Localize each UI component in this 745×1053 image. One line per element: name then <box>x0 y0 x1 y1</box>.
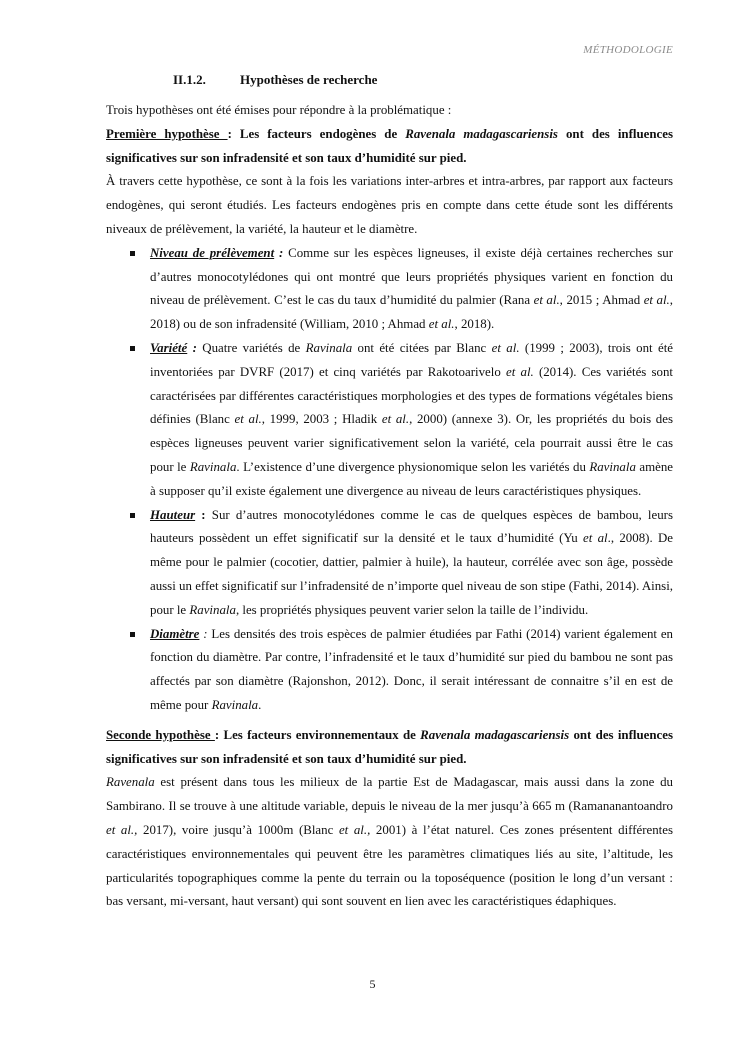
species-name: Ravenala madagascariensis <box>405 126 558 141</box>
section-title: Hypothèses de recherche <box>240 72 378 87</box>
species-name: Ravenala madagascariensis <box>420 727 570 742</box>
body-text <box>106 99 673 914</box>
hypothesis-one-statement: Première hypothèse : Les facteurs endogènes de Ravenala madagascariensis ont des influences significatives sur son infradensité et son taux d’humidité sur pied. <box>106 126 673 165</box>
hypothesis-one-label: Première hypothèse <box>106 126 228 141</box>
endogenous-factors-list <box>106 242 673 718</box>
list-item-variete: Variété : Quatre variétés de Ravinala ont été citées par Blanc et al. (1999 ; 2003), trois ont été inventoriées par DVRF (2017) et cinq variétés par Rakotoarivelo et al. (2014). Ces variétés sont caractérisées par différentes caractéristiques morphologies et des types de formations végétales biens définies (Blanc et al., 1999, 2003 ; Hladik et al., 2000) (annexe 3). Or, les propriétés du bois des espèces ligneuses peuvent varier significativement selon la variété, cela pourrait aussi être le cas pour le Ravinala. L’existence d’une divergence physionomique selon les variétés du Ravinala amène à supposer qu’il existe également une divergence au niveau de leurs caractéristiques physiques. <box>106 337 673 504</box>
square-bullet-icon <box>130 632 135 637</box>
hypothesis-one-paragraph: À travers cette hypothèse, ce sont à la fois les variations inter-arbres et intra-arbres, par rapport aux facteurs endogènes, qui seront étudiés. Les facteurs endogènes pris en compte dans cette étude sont les différents niveaux de prélèvement, la variété, la hauteur et le diamètre. <box>106 174 673 236</box>
list-item-hauteur: Hauteur : Sur d’autres monocotylédones comme le cas de quelques espèces de bambou, leurs hauteurs possèdent un effet significatif sur la densité et le taux d’humidité (Yu et al., 2008). De même pour le palmier (cocotier, dattier, palmier à huile), la hauteur, corrélée avec son âge, possède aussi un effet significatif sur l’infradensité de n’importe quel niveau de son stipe (Fathi, 2014). Ainsi, pour le Ravinala, les propriétés physiques peuvent varier selon la taille de l’individu. <box>106 504 673 623</box>
hauteur-label: Hauteur <box>150 507 196 522</box>
square-bullet-icon <box>130 251 135 256</box>
niveau-label: Niveau de prélèvement <box>150 245 275 260</box>
hypothesis-two-paragraph: Ravenala est présent dans tous les milieux de la partie Est de Madagascar, mais aussi dans la zone du Sambirano. Il se trouve à une altitude variable, depuis le niveau de la mer jusqu’à 665 m (Ramananantoandro et al., 2017), voire jusqu’à 1000m (Blanc et al., 2001) à l’état naturel. Ces zones présentent différentes caractéristiques environnementales qui peuvent être les paramètres climatiques liés au site, l’altitude, les particularités topographiques comme la pente du terrain ou la toposéquence (position le long d’un versant : bas versant, mi-versant, haut versant) qui sont souvent en lien avec les caractéristiques édaphiques. <box>106 775 674 909</box>
running-header: MÉTHODOLOGIE <box>583 44 673 56</box>
variete-label: Variété <box>150 340 188 355</box>
page-number: 5 <box>369 977 376 991</box>
hypothesis-two-label: Seconde hypothèse <box>106 727 215 742</box>
square-bullet-icon <box>130 346 135 351</box>
square-bullet-icon <box>130 513 135 518</box>
list-item-diametre: Diamètre : Les densités des trois espèces de palmier étudiées par Fathi (2014) varient également en fonction du diamètre. Par contre, l’infradensité et le taux d’humidité sur pied du bambou ne sont pas affectés par son diamètre (Rajonshon, 2012). Donc, il serait intéressant de connaitre s’il en est de même pour Ravinala. <box>106 623 673 718</box>
hypothesis-two-statement: Seconde hypothèse : Les facteurs environnementaux de Ravenala madagascariensis ont des influences significatives sur son infradensité et son taux d’humidité sur pied. <box>106 727 673 766</box>
diametre-label: Diamètre <box>150 626 200 641</box>
section-heading <box>173 72 377 88</box>
intro-paragraph: Trois hypothèses ont été émises pour répondre à la problématique : <box>106 103 452 117</box>
section-number: II.1.2. <box>173 72 206 87</box>
list-item-niveau: Niveau de prélèvement : Comme sur les espèces ligneuses, il existe déjà certaines recherches sur d’autres monocotylédones qui ont montré que leurs propriétés physiques varient en fonction du niveau de prélèvement. C’est le cas du taux d’humidité du palmier (Rana et al., 2015 ; Ahmad et al., 2018) ou de son infradensité (William, 2010 ; Ahmad et al., 2018). <box>106 242 673 337</box>
